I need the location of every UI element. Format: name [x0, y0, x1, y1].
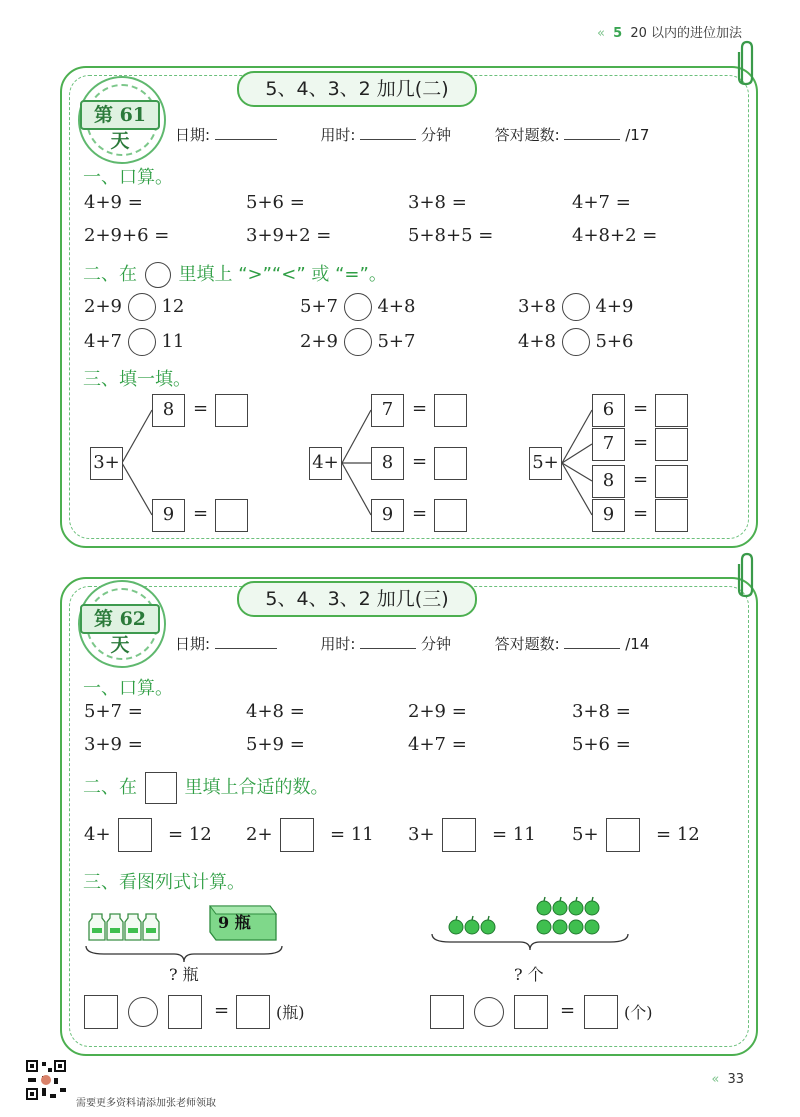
tree-leaf: 7 [592, 428, 625, 461]
unit-label: (个) [624, 1003, 653, 1022]
answer-box[interactable] [434, 394, 467, 427]
brace-icon [84, 944, 284, 964]
box-label: 9 瓶 [218, 913, 251, 932]
answer-box[interactable] [434, 447, 467, 480]
unit-number: 5 [613, 26, 623, 41]
equals-sign: = [412, 398, 428, 419]
compare-problem: 2+9 5+7 [300, 328, 415, 356]
tree-leaf: 9 [371, 499, 404, 532]
equals-sign: = [412, 451, 428, 472]
time-label: 用时: [320, 126, 356, 144]
day62-section1-heading: 一、口算。 [83, 678, 173, 699]
day62-info-row [175, 633, 735, 654]
answer-box[interactable] [236, 995, 270, 1029]
day62-section3-heading: 三、看图列式计算。 [83, 872, 245, 893]
day62-badge [78, 580, 166, 668]
correct-total: /17 [625, 126, 650, 144]
equals-sign: = [214, 1000, 230, 1021]
equals-sign: = [633, 398, 649, 419]
equals-sign: = [412, 503, 428, 524]
answer-box[interactable] [655, 428, 688, 461]
oral-problem: 3+8 = [408, 192, 467, 213]
answer-box[interactable] [430, 995, 464, 1029]
tree-leaf: 8 [592, 465, 625, 498]
tree-root: 5+ [529, 447, 562, 480]
oral-problem: 5+6 = [246, 192, 305, 213]
time-label: 用时: [320, 635, 356, 653]
day62-title: 5、4、3、2 加几(三) [237, 581, 477, 617]
oral-problem: 4+8+2 = [572, 225, 658, 246]
date-label: 日期: [175, 126, 211, 144]
answer-box[interactable] [655, 499, 688, 532]
fill-problem: 4+ = 12 [84, 818, 212, 852]
correct-total: /14 [625, 635, 650, 653]
minutes-label: 分钟 [421, 126, 452, 144]
answer-box[interactable] [655, 394, 688, 427]
question-label: ? 个 [514, 965, 544, 984]
time-field[interactable] [360, 634, 416, 649]
equals-sign: = [633, 503, 649, 524]
answer-box[interactable] [215, 499, 248, 532]
minutes-label: 分钟 [421, 635, 452, 653]
unit-title: 20 以内的进位加法 [630, 26, 742, 41]
tree-leaf: 9 [152, 499, 185, 532]
square-icon [145, 772, 177, 804]
equals-sign: = [633, 469, 649, 490]
day62-section2-heading: 二、在 里填上合适的数。 [83, 772, 328, 804]
day61-badge-label: 第 61 天 [80, 100, 160, 130]
footer-note: 需要更多资料请添加张老师领取 [76, 1098, 216, 1109]
answer-box[interactable] [118, 818, 152, 852]
correct-label: 答对题数: [494, 126, 560, 144]
oral-problem: 4+7 = [572, 192, 631, 213]
oral-problem: 4+8 = [246, 701, 305, 722]
page-number: 33 [727, 1072, 744, 1087]
oral-problem: 3+8 = [572, 701, 631, 722]
oral-problem: 2+9 = [408, 701, 467, 722]
compare-problem: 4+8 5+6 [518, 328, 633, 356]
date-field[interactable] [215, 634, 277, 649]
unit-label: (瓶) [276, 1003, 305, 1022]
oral-problem: 5+9 = [246, 734, 305, 755]
operator-circle[interactable] [128, 997, 158, 1027]
tree-leaf: 8 [371, 447, 404, 480]
tree-root: 3+ [90, 447, 123, 480]
answer-box[interactable] [434, 499, 467, 532]
tree-leaf: 6 [592, 394, 625, 427]
fill-problem: 5+ = 12 [572, 818, 700, 852]
day62-badge-label: 第 62 天 [80, 604, 160, 634]
chevron-left-icon: « [711, 1072, 720, 1087]
compare-problem: 4+7 11 [84, 328, 184, 356]
qr-code-icon [24, 1058, 68, 1102]
equals-sign: = [633, 432, 649, 453]
correct-label: 答对题数: [494, 635, 560, 653]
tree-root: 4+ [309, 447, 342, 480]
equals-sign: = [560, 1000, 576, 1021]
compare-problem: 3+8 4+9 [518, 293, 633, 321]
question-label: ? 瓶 [169, 965, 199, 984]
tree-leaf: 7 [371, 394, 404, 427]
answer-box[interactable] [280, 818, 314, 852]
equals-sign: = [193, 503, 209, 524]
fill-problem: 2+ = 11 [246, 818, 374, 852]
answer-box[interactable] [584, 995, 618, 1029]
day61-title: 5、4、3、2 加几(二) [237, 71, 477, 107]
oral-problem: 4+9 = [84, 192, 143, 213]
answer-box[interactable] [84, 995, 118, 1029]
answer-box[interactable] [442, 818, 476, 852]
compare-problem: 2+9 12 [84, 293, 184, 321]
milk-bottles-picture [88, 904, 168, 944]
operator-circle[interactable] [474, 997, 504, 1027]
brace-icon [430, 932, 630, 954]
compare-problem: 5+7 4+8 [300, 293, 415, 321]
tree-leaf: 8 [152, 394, 185, 427]
oral-problem: 2+9+6 = [84, 225, 170, 246]
day61-section1-heading: 一、口算。 [83, 167, 173, 188]
paperclip-icon [734, 550, 756, 600]
oral-problem: 5+6 = [572, 734, 631, 755]
oral-problem: 3+9+2 = [246, 225, 332, 246]
answer-box[interactable] [215, 394, 248, 427]
day61-section3-heading: 三、填一填。 [83, 369, 191, 390]
answer-box[interactable] [655, 465, 688, 498]
oral-problem: 4+7 = [408, 734, 467, 755]
tree-leaf: 9 [592, 499, 625, 532]
answer-box[interactable] [168, 995, 202, 1029]
date-label: 日期: [175, 635, 211, 653]
oral-problem: 5+8+5 = [408, 225, 494, 246]
answer-box[interactable] [514, 995, 548, 1029]
page-number-area [711, 1072, 744, 1087]
chevron-left-icon: « [597, 26, 605, 41]
fill-problem: 3+ = 11 [408, 818, 536, 852]
day61-section2-heading: 二、在 里填上 “>”“<” 或 “=”。 [83, 260, 387, 288]
answer-box[interactable] [606, 818, 640, 852]
correct-field[interactable] [564, 634, 620, 649]
oral-problem: 5+7 = [84, 701, 143, 722]
equals-sign: = [193, 398, 209, 419]
oral-problem: 3+9 = [84, 734, 143, 755]
